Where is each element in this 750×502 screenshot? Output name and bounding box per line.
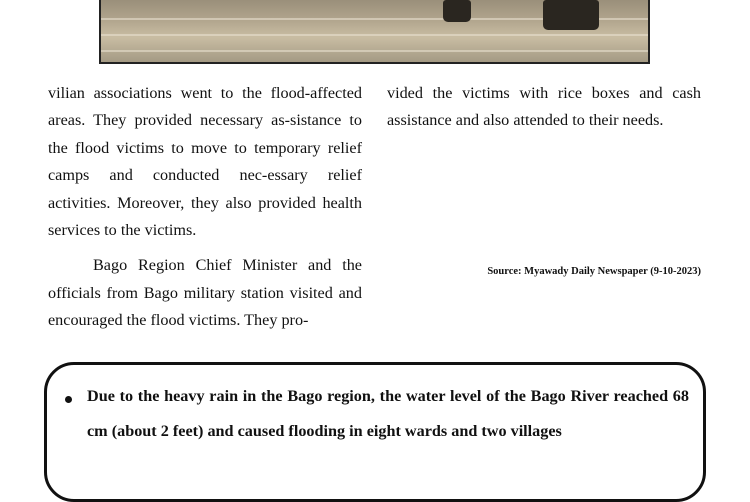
bullet-text: Due to the heavy rain in the Bago region, the water level of the Bago River reached 68 cm (about 2 feet) and caused flooding in eight wards and two villages: [87, 387, 689, 440]
left-column: [48, 80, 362, 335]
left-paragraph-1: vilian associations went to the flood-affected areas. They provided necessary as-sistance to the flood victims to move to temporary relief camps and conducted nec-essary relief activities. Moreover, they also provided health services to the victims.: [48, 84, 362, 240]
right-paragraph-1: vided the victims with rice boxes and cash assistance and also attended to their needs.: [387, 84, 701, 130]
person-wading: [443, 0, 471, 22]
bullet-icon: [65, 396, 72, 403]
right-column: [387, 80, 701, 135]
flood-photo: [99, 0, 650, 64]
highlight-box: [44, 362, 706, 502]
water-ripple: [101, 34, 648, 36]
person-wading: [543, 0, 599, 30]
water-ripple: [101, 50, 648, 52]
source-citation: Source: Myawady Daily Newspaper (9-10-2023): [487, 266, 701, 277]
left-paragraph-2: Bago Region Chief Minister and the officials from Bago military station visited and encouraged the flood victims. They pro-: [48, 256, 362, 330]
